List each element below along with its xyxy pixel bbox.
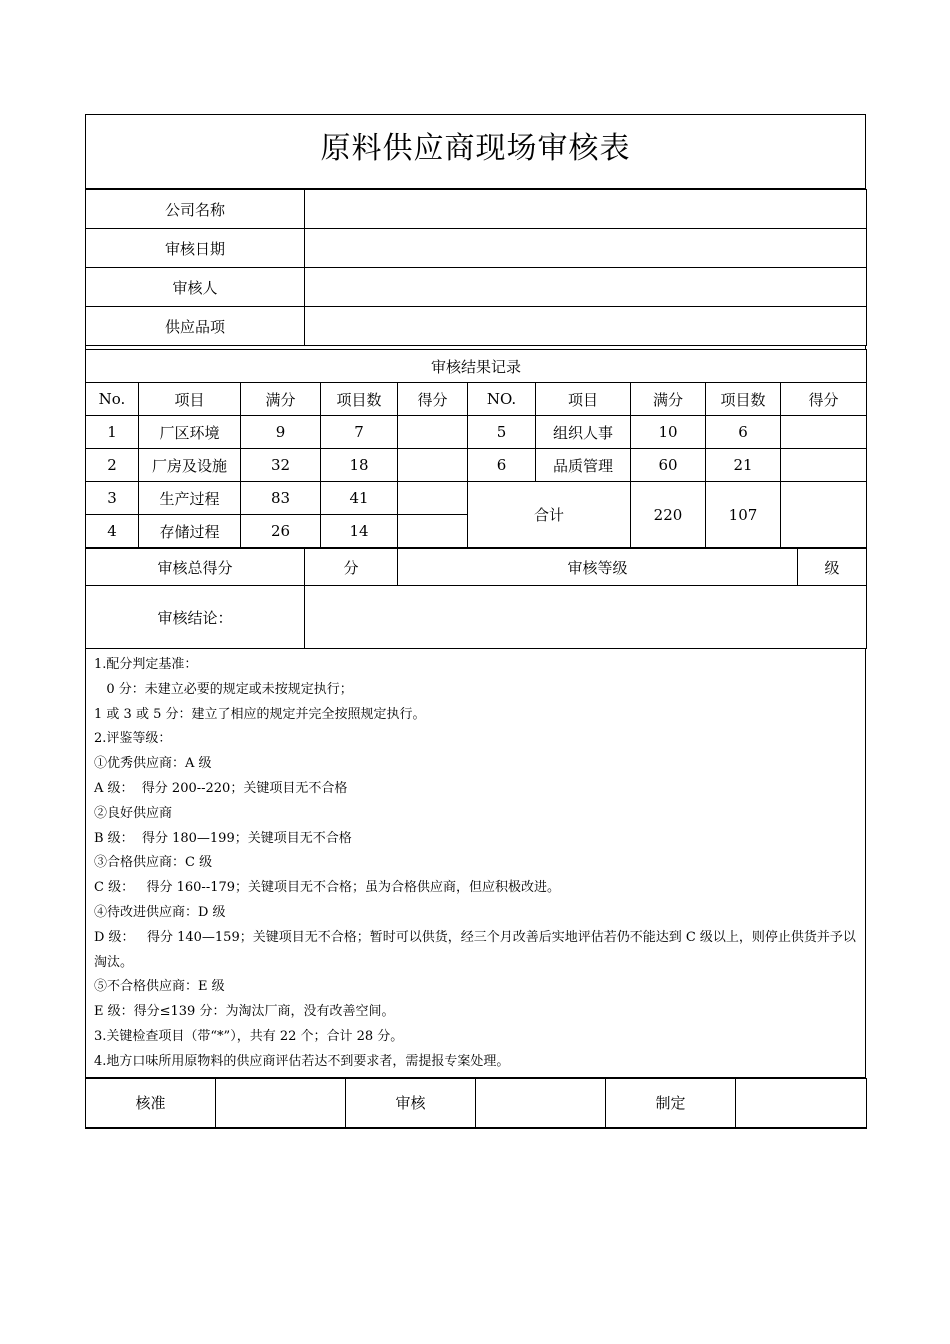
col-header-full-2: 满分 xyxy=(631,383,706,416)
auditor-label: 审核人 xyxy=(86,268,305,307)
table-row xyxy=(86,449,867,482)
col-header-item: 项目 xyxy=(139,383,241,416)
supply-items-field[interactable] xyxy=(305,307,867,346)
company-name-field[interactable] xyxy=(305,190,867,229)
results-heading: 审核结果记录 xyxy=(86,350,867,383)
total-label: 合计 xyxy=(468,482,631,548)
conclusion-label: 审核结论： xyxy=(86,586,305,649)
note-line: ②良好供应商 xyxy=(94,805,173,821)
col-header-score-2: 得分 xyxy=(781,383,867,416)
signature-table xyxy=(85,1078,867,1129)
table-row xyxy=(86,416,867,449)
row-item: 厂区环境 xyxy=(139,416,241,449)
note-line: 3.关键检查项目（带“*”），共有 22 个；合计 28 分。 xyxy=(94,1028,404,1044)
row-count: 14 xyxy=(321,515,398,548)
total-count: 107 xyxy=(706,482,781,548)
conclusion-field[interactable] xyxy=(305,586,867,649)
form-title: 原料供应商现场审核表 xyxy=(320,131,631,166)
row-count: 41 xyxy=(321,482,398,515)
info-row-items xyxy=(86,307,867,346)
results-header-row xyxy=(86,383,867,416)
prepare-field[interactable] xyxy=(736,1078,867,1128)
conclusion-row xyxy=(86,586,867,649)
row-no: 2 xyxy=(86,449,139,482)
row-full: 60 xyxy=(631,449,706,482)
info-row-company xyxy=(86,190,867,229)
info-row-auditor xyxy=(86,268,867,307)
total-score-label: 审核总得分 xyxy=(86,549,305,586)
row-item: 存储过程 xyxy=(139,515,241,548)
grade-field[interactable]: 级 xyxy=(798,549,867,586)
row-full: 32 xyxy=(241,449,321,482)
row-no: 6 xyxy=(468,449,536,482)
info-row-date xyxy=(86,229,867,268)
row-score-field[interactable] xyxy=(781,449,867,482)
row-score-field[interactable] xyxy=(781,416,867,449)
approve-label: 核准 xyxy=(86,1078,216,1128)
row-no: 5 xyxy=(468,416,536,449)
row-count: 21 xyxy=(706,449,781,482)
note-line: ⑤不合格供应商：E 级 xyxy=(94,979,225,995)
table-row xyxy=(86,482,867,515)
total-score-field[interactable]: 分 xyxy=(305,549,398,586)
col-header-no: No. xyxy=(86,383,139,416)
audit-date-field[interactable] xyxy=(305,229,867,268)
note-line: C 级： 得分 160--179；关键项目无不合格；虽为合格供应商，但应积极改进。 xyxy=(94,880,561,896)
row-score-field[interactable] xyxy=(398,449,468,482)
col-header-score: 得分 xyxy=(398,383,468,416)
note-line: A 级： 得分 200--220；关键项目无不合格 xyxy=(94,780,348,796)
total-full: 220 xyxy=(631,482,706,548)
row-score-field[interactable] xyxy=(398,515,468,548)
note-line: ③合格供应商：C 级 xyxy=(94,855,213,871)
note-line: ①优秀供应商：A 级 xyxy=(94,756,212,772)
auditor-field[interactable] xyxy=(305,268,867,307)
summary-table xyxy=(85,548,867,649)
row-score-field[interactable] xyxy=(398,482,468,515)
note-line: D 级： 得分 140—159；关键项目无不合格；暂时可以供货，经三个月改善后实地评估若仍不能达到 C 级以上，则停止供货并予以淘汰。 xyxy=(94,929,856,970)
review-field[interactable] xyxy=(476,1078,606,1128)
row-count: 18 xyxy=(321,449,398,482)
row-full: 9 xyxy=(241,416,321,449)
audit-date-label: 审核日期 xyxy=(86,229,305,268)
approve-field[interactable] xyxy=(216,1078,346,1128)
row-no: 3 xyxy=(86,482,139,515)
supply-items-label: 供应品项 xyxy=(86,307,305,346)
note-line: 4.地方口味所用原物料的供应商评估若达不到要求者，需提报专案处理。 xyxy=(94,1053,510,1069)
title-box xyxy=(85,114,866,189)
row-item: 品质管理 xyxy=(536,449,631,482)
note-line: E 级：得分≤139 分：为淘汰厂商，没有改善空间。 xyxy=(94,1004,395,1020)
note-line: 2.评鉴等级： xyxy=(94,731,172,747)
row-full: 83 xyxy=(241,482,321,515)
total-score-field[interactable] xyxy=(781,482,867,548)
row-item: 生产过程 xyxy=(139,482,241,515)
col-header-count-2: 项目数 xyxy=(706,383,781,416)
review-label: 审核 xyxy=(346,1078,476,1128)
audit-form xyxy=(85,114,866,1129)
summary-row xyxy=(86,549,867,586)
row-count: 7 xyxy=(321,416,398,449)
notes-section xyxy=(85,649,866,1078)
row-no: 4 xyxy=(86,515,139,548)
prepare-label: 制定 xyxy=(606,1078,736,1128)
row-item: 厂房及设施 xyxy=(139,449,241,482)
row-full: 10 xyxy=(631,416,706,449)
col-header-count: 项目数 xyxy=(321,383,398,416)
grade-label: 审核等级 xyxy=(398,549,798,586)
row-score-field[interactable] xyxy=(398,416,468,449)
note-line: B 级： 得分 180—199；关键项目无不合格 xyxy=(94,830,352,846)
col-header-full: 满分 xyxy=(241,383,321,416)
company-name-label: 公司名称 xyxy=(86,190,305,229)
results-heading-row xyxy=(86,350,867,383)
row-item: 组织人事 xyxy=(536,416,631,449)
row-no: 1 xyxy=(86,416,139,449)
note-line: ④待改进供应商：D 级 xyxy=(94,904,226,920)
col-header-no-2: NO. xyxy=(468,383,536,416)
note-line: 1.配分判定基准： xyxy=(94,657,198,672)
note-line: 0 分：未建立必要的规定或未按规定执行； xyxy=(94,681,353,697)
signature-row xyxy=(86,1078,867,1128)
row-full: 26 xyxy=(241,515,321,548)
col-header-item-2: 项目 xyxy=(536,383,631,416)
results-table xyxy=(85,349,867,548)
row-count: 6 xyxy=(706,416,781,449)
info-table xyxy=(85,189,867,346)
note-line: 1 或 3 或 5 分：建立了相应的规定并完全按照规定执行。 xyxy=(94,706,426,722)
